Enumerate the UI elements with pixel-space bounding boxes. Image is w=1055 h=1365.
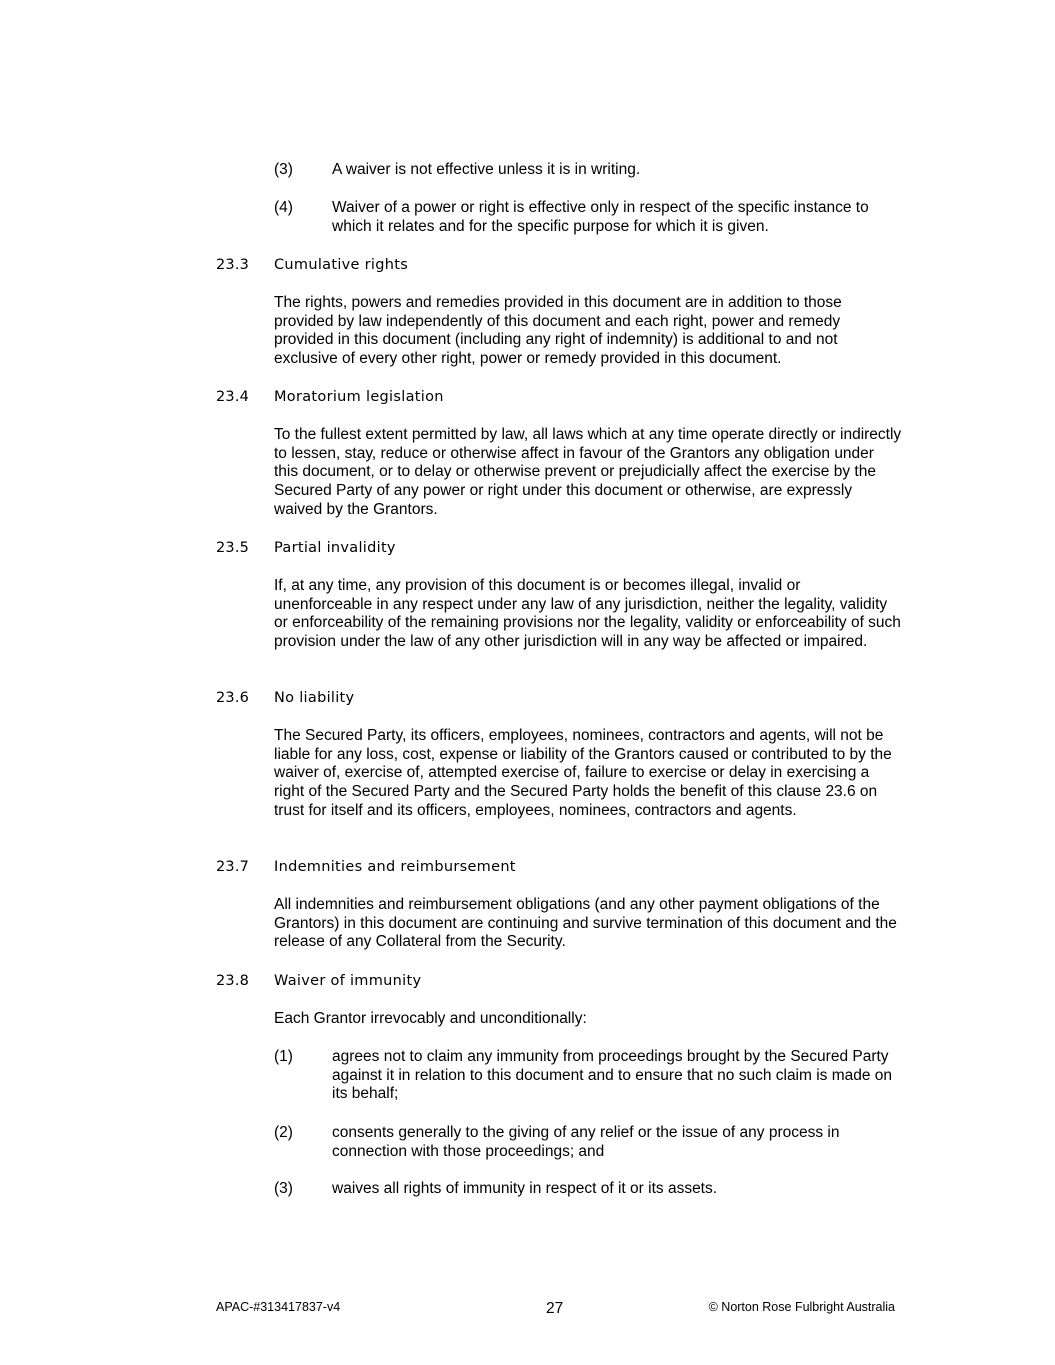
- section-number: 23.6: [216, 690, 250, 706]
- list-item-number: (3): [274, 161, 293, 178]
- list-item-text: agrees not to claim any immunity from proceedings brought by the Secured Party against it in relation to this document and to ensure that no such claim is made on its behalf;: [332, 1048, 893, 1103]
- list-item-text: consents generally to the giving of any relief or the issue of any process in connection with those proceedings; and: [332, 1124, 840, 1160]
- list-item-number: (2): [274, 1124, 293, 1141]
- section-title: Moratorium legislation: [274, 389, 444, 405]
- section-title: Partial invalidity: [274, 540, 396, 556]
- list-item-text: waives all rights of immunity in respect of it or its assets.: [332, 1180, 718, 1197]
- list-item-text: A waiver is not effective unless it is in writing.: [332, 161, 641, 178]
- section-number: 23.5: [216, 540, 250, 556]
- section-title: Waiver of immunity: [274, 973, 422, 989]
- section-title: Cumulative rights: [274, 257, 409, 273]
- section-body: To the fullest extent permitted by law, all laws which at any time operate directly or indirectly to lessen, stay, reduce or otherwise affect in favour of the Grantors any obligation under this document, or to delay or otherwise prevent or prejudicially affect the exercise by the Secured Party of any power or right under this document or otherwise, are expressly waived by the Grantors.: [274, 426, 902, 518]
- section-body: The rights, powers and remedies provided in this document are in addition to those provided by law independently of this document and each right, power and remedy provided in this document (including any right of indemnity) is additional to and not exclusive of every other right, power or remedy provided in this document.: [274, 294, 842, 368]
- section-body: The Secured Party, its officers, employees, nominees, contractors and agents, will not be liable for any loss, cost, expense or liability of the Grantors caused or contributed to by the waiver of, exercise of, attempted exercise of, failure to exercise or delay in exercising a right of the Secured Party and the Secured Party holds the benefit of this clause 23.6 on trust for itself and its officers, employees, nominees, contractors and agents.: [274, 727, 892, 819]
- section-number: 23.3: [216, 257, 250, 273]
- list-item-text: Waiver of a power or right is effective only in respect of the specific instance to which it relates and for the specific purpose for which it is given.: [332, 199, 869, 235]
- list-item-number: (1): [274, 1048, 293, 1065]
- section-title: Indemnities and reimbursement: [274, 859, 516, 875]
- document-reference: APAC-#313417837-v4: [216, 1300, 341, 1314]
- section-number: 23.7: [216, 859, 250, 875]
- list-item-number: (4): [274, 199, 293, 216]
- section-number: 23.8: [216, 973, 250, 989]
- page-number: 27: [546, 1300, 564, 1317]
- section-body: If, at any time, any provision of this document is or becomes illegal, invalid or unenforceable in any respect under any law of any jurisdiction, neither the legality, validity or enforceability of the remaining provisions nor the legality, validity or enforceability of such provision under the law of any other jurisdiction will in any way be affected or impaired.: [274, 577, 901, 651]
- copyright-notice: © Norton Rose Fulbright Australia: [708, 1300, 895, 1314]
- section-body: Each Grantor irrevocably and unconditionally:: [274, 1010, 587, 1027]
- section-title: No liability: [274, 690, 355, 706]
- list-item-number: (3): [274, 1180, 293, 1197]
- section-body: All indemnities and reimbursement obligations (and any other payment obligations of the Grantors) in this document are continuing and survive termination of this document and the release of any Collateral from the Security.: [274, 896, 897, 951]
- section-number: 23.4: [216, 389, 250, 405]
